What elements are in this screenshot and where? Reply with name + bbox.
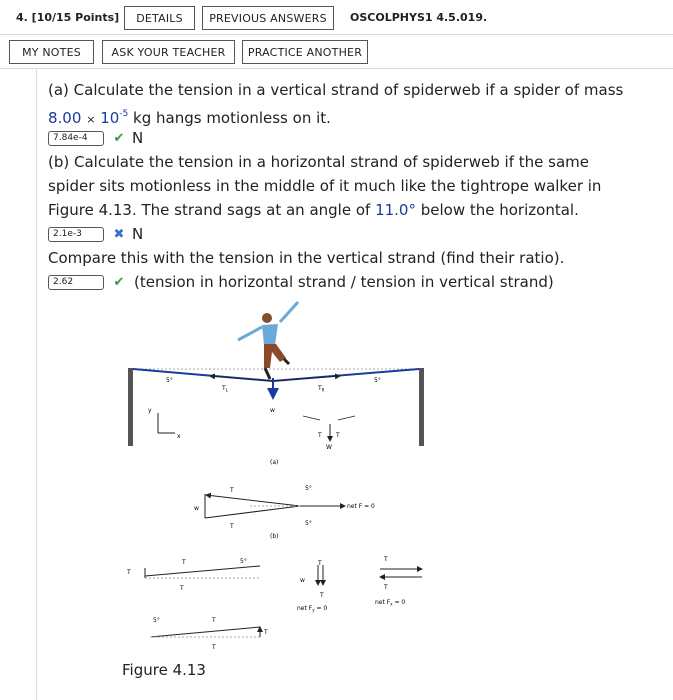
comp-try-2: T xyxy=(320,592,324,599)
part-b-line3-pre: Figure 4.13. The strand sags at an angle of xyxy=(48,201,376,219)
problem-code: OSCOLPHYS1 4.5.019. xyxy=(350,11,488,24)
net-fx-label: net $F_x = 0$ xyxy=(375,599,406,607)
part-c-unit: (tension in horizontal strand / tension in vertical strand) xyxy=(134,273,554,291)
part-a-unit: N xyxy=(132,129,144,147)
figure-caption: Figure 4.13 xyxy=(122,661,206,679)
fbd-small-w: W xyxy=(326,444,332,451)
comp-tl: T xyxy=(182,559,186,566)
tri-angle-bottom: 5° xyxy=(305,520,312,527)
tension-right-arrow xyxy=(273,376,340,381)
comp-trx-2: T xyxy=(212,644,216,651)
part-a-text-line1: (a) Calculate the tension in a vertical strand of spiderweb if a spider of mass xyxy=(48,81,624,99)
comp-tly: T xyxy=(127,569,131,576)
part-a-line2-rest: kg hangs motionless on it. xyxy=(128,109,331,127)
comp-w: w xyxy=(300,577,305,584)
net-fy-label: net $F_y = 0$ xyxy=(297,605,328,613)
details-button[interactable]: DETAILS xyxy=(124,6,195,30)
label-b: (b) xyxy=(270,533,279,540)
tightrope-walker xyxy=(238,302,298,379)
net-f-label: net F = 0 xyxy=(347,503,375,510)
my-notes-button[interactable]: MY NOTES xyxy=(9,40,94,64)
label-tl: $T_L$ xyxy=(222,385,228,393)
fbd-small-tr: T xyxy=(336,432,340,439)
ask-your-teacher-button[interactable]: ASK YOUR TEACHER xyxy=(102,40,235,64)
comp-tlx: T xyxy=(180,585,184,592)
power-base: 10 xyxy=(100,109,120,127)
part-b-text-line2: spider sits motionless in the middle of it much like the tightrope walker in xyxy=(48,177,602,195)
comp-tly-2: T xyxy=(318,560,322,567)
comp-angle-1: 5° xyxy=(240,558,247,565)
tri-tl: T xyxy=(230,487,234,494)
tightrope-scene xyxy=(128,368,424,446)
practice-another-button[interactable]: PRACTICE ANOTHER xyxy=(242,40,368,64)
angle-label-left: 5° xyxy=(166,377,173,384)
tri-tr: T xyxy=(230,523,234,530)
vector-triangle-b xyxy=(194,485,375,530)
fbd-small-tl: T xyxy=(318,432,322,439)
tri-w: w xyxy=(194,505,199,512)
axis-diagram xyxy=(148,407,181,440)
part-b-text-line1: (b) Calculate the tension in a horizontal strand of spiderweb if the same xyxy=(48,153,589,171)
comp-angle-2: 5° xyxy=(153,617,160,624)
power-exponent: -5 xyxy=(119,109,129,119)
part-b-unit: N xyxy=(132,225,144,243)
comp-tr: T xyxy=(212,617,216,624)
comp-tlx-2: T xyxy=(384,584,388,591)
label-a: (a) xyxy=(270,459,279,466)
part-c-text: Compare this with the tension in the vertical strand (find their ratio). xyxy=(48,249,565,267)
fbd-small xyxy=(303,416,355,451)
angle-label-right: 5° xyxy=(374,377,381,384)
comp-try: T xyxy=(264,629,268,636)
axis-x-label: x xyxy=(177,433,181,440)
x-icon: ✖ xyxy=(113,226,125,242)
component-diagrams xyxy=(126,556,422,651)
left-pole xyxy=(128,368,133,446)
times-sign: × xyxy=(86,113,96,126)
tension-left-arrow xyxy=(210,376,273,381)
label-tr: $T_R$ xyxy=(318,385,325,393)
check-icon: ✔ xyxy=(113,130,125,146)
mass-value: 8.00 xyxy=(48,109,82,127)
angle-value: 11.0° xyxy=(375,201,416,219)
question-number: 4. [10/15 Points] xyxy=(16,11,120,24)
axis-y-label: y xyxy=(148,407,152,414)
right-pole xyxy=(419,368,424,446)
check-icon: ✔ xyxy=(113,274,125,290)
tri-angle-top: 5° xyxy=(305,485,312,492)
comp-trx: T xyxy=(384,556,388,563)
part-b-line3-post: below the horizontal. xyxy=(415,201,579,219)
previous-answers-button[interactable]: PREVIOUS ANSWERS xyxy=(202,6,334,30)
label-w: w xyxy=(270,407,275,414)
